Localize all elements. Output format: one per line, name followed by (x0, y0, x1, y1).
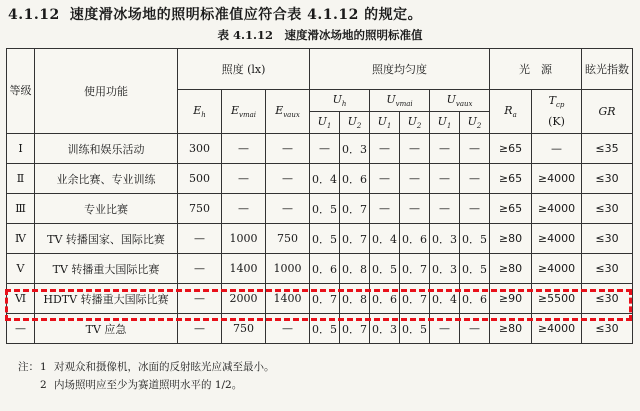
cell-uh2: 0．7 (340, 224, 370, 254)
cell-grade: — (7, 314, 35, 344)
cell-gr: ≤30 (582, 224, 633, 254)
cell-uh1: 0．5 (310, 194, 340, 224)
cell-eh: 500 (178, 164, 222, 194)
header-ra: $R_a$ (490, 90, 532, 134)
table-row (7, 194, 633, 224)
cell-tcp: ≥5500 (532, 284, 582, 314)
cell-gr: ≤30 (582, 254, 633, 284)
cell-evaux: — (266, 164, 310, 194)
cell-evaux: — (266, 134, 310, 164)
header-gr: GR (582, 90, 633, 134)
cell-ra: ≥65 (490, 134, 532, 164)
cell-uvmai1: — (370, 164, 400, 194)
cell-evmai: 2000 (222, 284, 266, 314)
cell-evaux: — (266, 314, 310, 344)
cell-grade: Ⅰ (7, 134, 35, 164)
cell-grade: Ⅲ (7, 194, 35, 224)
cell-uvaux1: 0．3 (430, 254, 460, 284)
cell-evaux: 1400 (266, 284, 310, 314)
header-uh: $U_h$ (310, 90, 370, 112)
cell-grade: Ⅳ (7, 224, 35, 254)
cell-function: 训练和娱乐活动 (35, 134, 178, 164)
cell-ra: ≥65 (490, 164, 532, 194)
cell-eh: 300 (178, 134, 222, 164)
cell-uvmai1: 0．4 (370, 224, 400, 254)
cell-function: TV 转播重大国际比赛 (35, 254, 178, 284)
table-row (7, 284, 633, 314)
cell-uvmai2: 0．5 (400, 314, 430, 344)
cell-uvmai2: 0．7 (400, 254, 430, 284)
cell-evmai: — (222, 194, 266, 224)
cell-tcp: ≥4000 (532, 194, 582, 224)
cell-uh2: 0．6 (340, 164, 370, 194)
header-evmai: $E_{vmai}$ (222, 90, 266, 134)
cell-uvaux1: 0．3 (430, 224, 460, 254)
cell-uvmai2: — (400, 194, 430, 224)
cell-uvaux2: — (460, 134, 490, 164)
cell-eh: — (178, 254, 222, 284)
table-notes (18, 358, 275, 394)
cell-tcp: ≥4000 (532, 254, 582, 284)
cell-ra: ≥80 (490, 224, 532, 254)
cell-uvaux2: — (460, 194, 490, 224)
cell-uh2: 0．3 (340, 134, 370, 164)
cell-evmai: 1000 (222, 224, 266, 254)
cell-uvaux1: — (430, 194, 460, 224)
header-illuminance: 照度 (lx) (178, 49, 310, 90)
header-uvmai-u2: $U_2$ (400, 112, 430, 134)
cell-evaux: — (266, 194, 310, 224)
cell-grade: Ⅱ (7, 164, 35, 194)
header-evaux: $E_{vaux}$ (266, 90, 310, 134)
header-uniformity: 照度均匀度 (310, 49, 490, 90)
cell-uh1: 0．5 (310, 224, 340, 254)
cell-uh2: 0．8 (340, 284, 370, 314)
cell-uvaux2: — (460, 314, 490, 344)
cell-uh1: 0．4 (310, 164, 340, 194)
header-light-source: 光 源 (490, 49, 582, 90)
cell-gr: ≤30 (582, 194, 633, 224)
cell-uvmai1: — (370, 194, 400, 224)
cell-tcp: ≥4000 (532, 314, 582, 344)
section-number: 4.1.12 (8, 7, 60, 23)
cell-ra: ≥90 (490, 284, 532, 314)
cell-grade: Ⅴ (7, 254, 35, 284)
cell-uvaux2: 0．5 (460, 254, 490, 284)
header-grade: 等级 (7, 49, 35, 134)
cell-evaux: 750 (266, 224, 310, 254)
table-row (7, 134, 633, 164)
cell-gr: ≤30 (582, 284, 633, 314)
cell-evmai: — (222, 164, 266, 194)
cell-ra: ≥80 (490, 314, 532, 344)
cell-tcp: — (532, 134, 582, 164)
cell-uh1: — (310, 134, 340, 164)
cell-gr: ≤35 (582, 134, 633, 164)
cell-eh: 750 (178, 194, 222, 224)
cell-uvmai2: 0．7 (400, 284, 430, 314)
cell-uvaux1: — (430, 134, 460, 164)
cell-evmai: 750 (222, 314, 266, 344)
cell-function: 业余比赛、专业训练 (35, 164, 178, 194)
header-uvmai: $U_{vmai}$ (370, 90, 430, 112)
cell-ra: ≥80 (490, 254, 532, 284)
cell-uh2: 0．8 (340, 254, 370, 284)
header-uvmai-u1: $U_1$ (370, 112, 400, 134)
section-text: 速度滑冰场地的照明标准值应符合表 4.1.12 的规定。 (69, 7, 423, 23)
cell-tcp: ≥4000 (532, 224, 582, 254)
cell-evmai: 1400 (222, 254, 266, 284)
illumination-standard-table (6, 48, 633, 344)
cell-uvmai2: — (400, 134, 430, 164)
header-uvaux-u1: $U_1$ (430, 112, 460, 134)
cell-function: TV 转播国家、国际比赛 (35, 224, 178, 254)
cell-evmai: — (222, 134, 266, 164)
cell-uvaux1: — (430, 164, 460, 194)
note-2: 2 内场照明应至少为赛道照明水平的 1/2。 (40, 379, 243, 391)
cell-uh2: 0．7 (340, 194, 370, 224)
header-uvaux: $U_{vaux}$ (430, 90, 490, 112)
table-caption: 表 4.1.12 速度滑冰场地的照明标准值 (217, 28, 423, 42)
cell-uvaux2: — (460, 164, 490, 194)
header-uh-u2: $U_2$ (340, 112, 370, 134)
cell-eh: — (178, 284, 222, 314)
cell-uh2: 0．7 (340, 314, 370, 344)
cell-uh1: 0．7 (310, 284, 340, 314)
header-glare-index: 眩光指数 (582, 49, 633, 90)
cell-uvmai2: 0．6 (400, 224, 430, 254)
table-row (7, 164, 633, 194)
cell-uvaux1: — (430, 314, 460, 344)
table-row (7, 254, 633, 284)
cell-tcp: ≥4000 (532, 164, 582, 194)
cell-eh: — (178, 224, 222, 254)
header-row-1 (7, 49, 633, 90)
cell-uvmai2: — (400, 164, 430, 194)
cell-function: HDTV 转播重大国际比赛 (35, 284, 178, 314)
cell-uvmai1: 0．5 (370, 254, 400, 284)
cell-gr: ≤30 (582, 164, 633, 194)
table-row (7, 224, 633, 254)
cell-function: TV 应急 (35, 314, 178, 344)
section-heading (8, 4, 422, 24)
header-function: 使用功能 (35, 49, 178, 134)
cell-uh1: 0．5 (310, 314, 340, 344)
cell-uvaux2: 0．6 (460, 284, 490, 314)
cell-uvmai1: 0．3 (370, 314, 400, 344)
cell-ra: ≥65 (490, 194, 532, 224)
header-tcp: $T_{cp}$ (K) (532, 90, 582, 134)
cell-uh1: 0．6 (310, 254, 340, 284)
header-eh: $E_h$ (178, 90, 222, 134)
cell-uvaux1: 0．4 (430, 284, 460, 314)
cell-uvmai1: — (370, 134, 400, 164)
cell-uvmai1: 0．6 (370, 284, 400, 314)
cell-function: 专业比赛 (35, 194, 178, 224)
cell-evaux: 1000 (266, 254, 310, 284)
cell-grade: Ⅵ (7, 284, 35, 314)
cell-uvaux2: 0．5 (460, 224, 490, 254)
header-uh-u1: $U_1$ (310, 112, 340, 134)
note-1: 注：1 对观众和摄像机，冰面的反射眩光应减至最小。 (18, 361, 275, 373)
cell-eh: — (178, 314, 222, 344)
header-uvaux-u2: $U_2$ (460, 112, 490, 134)
cell-gr: ≤30 (582, 314, 633, 344)
table-row (7, 314, 633, 344)
